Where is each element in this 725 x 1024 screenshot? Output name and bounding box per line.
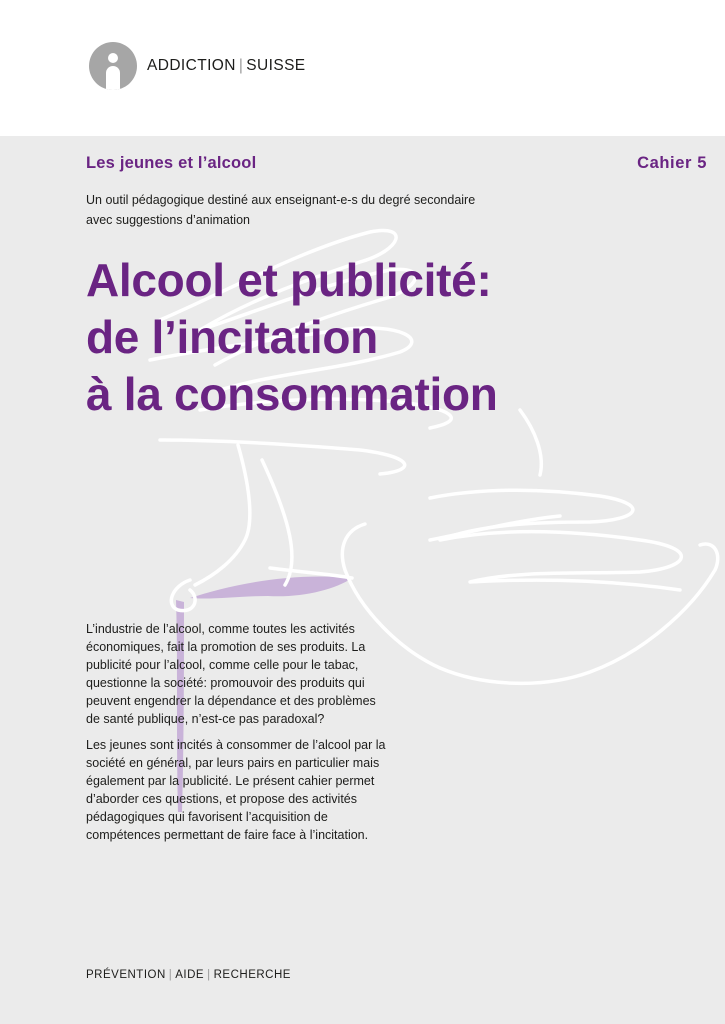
person-icon	[89, 42, 137, 90]
footer-item-aide: AIDE	[175, 969, 205, 981]
header-band	[0, 0, 725, 136]
footer-tagline: PRÉVENTION | AIDE | RECHERCHE	[86, 969, 291, 981]
footer-item-prevention: PRÉVENTION	[86, 969, 166, 981]
logo-wordmark: ADDICTION | SUISSE	[147, 57, 306, 74]
logo-text-left: ADDICTION	[147, 57, 236, 74]
logo-text-right: SUISSE	[246, 57, 306, 74]
addiction-suisse-logo[interactable]	[89, 42, 306, 90]
liquid-pool	[190, 576, 352, 598]
document-title	[86, 252, 646, 423]
title-line-1: Alcool et publicité:	[86, 254, 492, 306]
subtitle-line-2: avec suggestions d’animation	[86, 213, 250, 227]
footer-item-recherche: RECHERCHE	[213, 969, 291, 981]
intro-paragraph-1: L’industrie de l’alcool, comme toutes les activités économiques, fait la promotion de ses produits. La publicité pour l’alcool, comme celle pour le tabac, questionne la société: promouvoir des produits qui peuvent engendrer la dépendance et des problèmes de santé publique, n’est-ce pas paradoxal?	[86, 622, 376, 726]
intro-text	[86, 620, 386, 852]
title-line-3: à la consommation	[86, 368, 498, 420]
title-line-2: de l’incitation	[86, 311, 378, 363]
subtitle	[86, 190, 526, 230]
volume-number: Cahier 5	[637, 154, 707, 172]
subtitle-line-1: Un outil pédagogique destiné aux enseignant-e-s du degré secondaire	[86, 193, 476, 207]
series-title: Les jeunes et l’alcool	[86, 154, 257, 172]
intro-paragraph-2: Les jeunes sont incités à consommer de l’alcool par la société en général, par leurs pairs en particulier mais également par la publicité. Le présent cahier permet d’aborder ces questions, et propose des activités pédagogiques qui favorisent l’acquisition de compétences permettant de faire face à l’incitation.	[86, 738, 386, 842]
